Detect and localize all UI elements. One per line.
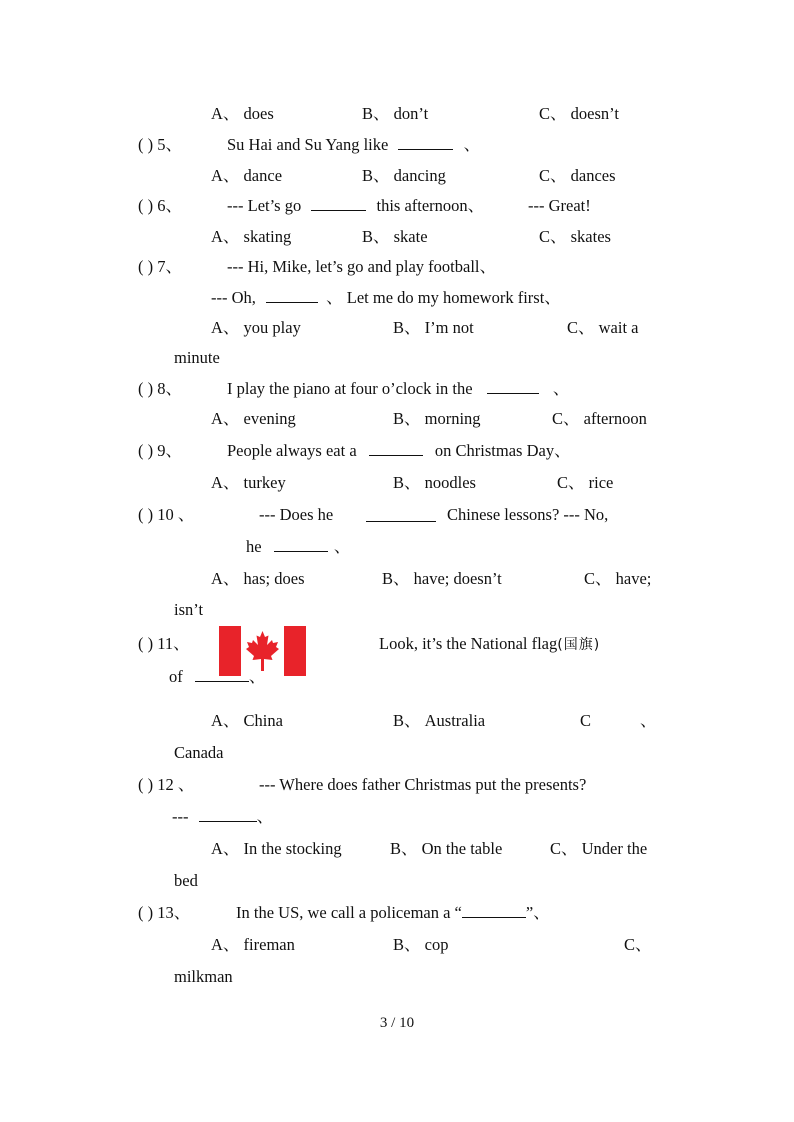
q5-option-a: A、 dance <box>211 166 283 185</box>
q13-option-c-wrap: milkman <box>174 967 233 986</box>
q6-number: ( ) 6、 <box>138 196 182 215</box>
q12-line2-text: --- <box>172 807 189 826</box>
q10-option-c-wrap: isn’t <box>174 600 204 619</box>
q5-tail: 、 <box>463 135 481 154</box>
q9-blank[interactable] <box>369 441 423 456</box>
q11-blank[interactable] <box>195 667 249 682</box>
q11-line2-tail: 、 <box>248 667 266 686</box>
q10-text-a: --- Does he <box>259 505 334 524</box>
q8-text: I play the piano at four o’clock in the <box>227 379 473 398</box>
q10-blank-1[interactable] <box>366 507 436 522</box>
q11-text-main: Look, it’s the National flag <box>379 634 558 653</box>
q13-text: In the US, we call a policeman a “ <box>236 903 462 922</box>
q13-question <box>236 903 550 923</box>
q10-line2 <box>246 537 350 557</box>
q7-line2 <box>211 288 561 308</box>
q11-chinese-note: (国旗) <box>557 637 601 653</box>
q9-option-c: C、 rice <box>557 473 614 492</box>
q9-text: People always eat a <box>227 441 357 460</box>
q13-tail: ”、 <box>525 903 550 922</box>
q6-reply: --- Great! <box>528 196 591 215</box>
q7-option-a: A、 you play <box>211 318 301 337</box>
flag-red-band-right <box>284 626 306 676</box>
q10-text-b: Chinese lessons? --- No, <box>447 505 609 524</box>
q12-text: --- Where does father Christmas put the presents? <box>259 775 587 794</box>
q11-option-b: B、 Australia <box>393 711 486 730</box>
q5-number: ( ) 5、 <box>138 135 182 154</box>
q8-blank[interactable] <box>487 379 539 394</box>
q11-line2-text: of <box>169 667 183 686</box>
q5-option-c: C、 dances <box>539 166 616 185</box>
q8-option-c: C、 afternoon <box>552 409 647 428</box>
q8-number: ( ) 8、 <box>138 379 182 398</box>
q11-line2 <box>169 667 265 687</box>
q7-text: --- Hi, Mike, let’s go and play football、 <box>227 257 496 276</box>
q9-number: ( ) 9、 <box>138 441 182 460</box>
q9-question <box>227 441 571 461</box>
q6-text-after: this afternoon、 <box>376 196 485 215</box>
q11-text <box>379 634 600 655</box>
q12-option-b: B、 On the table <box>390 839 503 858</box>
q6-option-b: B、 skate <box>362 227 428 246</box>
q6-question <box>227 196 484 216</box>
q12-option-a: A、 In the stocking <box>211 839 342 858</box>
q6-option-a: A、 skating <box>211 227 292 246</box>
q10-line2-tail: 、 <box>333 537 351 556</box>
q11-option-c-sep: 、 <box>640 711 657 730</box>
q5-option-b: B、 dancing <box>362 166 446 185</box>
q9-text-after: on Christmas Day、 <box>434 441 571 460</box>
q12-option-c: C、 Under the <box>550 839 648 858</box>
q13-option-c: C、 <box>624 935 652 954</box>
q12-number: ( ) 12 、 <box>138 775 195 794</box>
q7-line2-tail: 、 Let me do my homework first、 <box>326 288 561 307</box>
q13-option-b: B、 cop <box>393 935 449 954</box>
q13-blank[interactable] <box>462 903 526 918</box>
q6-blank[interactable] <box>311 196 366 211</box>
q10-line2-text: he <box>246 537 262 556</box>
q7-number: ( ) 7、 <box>138 257 182 276</box>
q6-option-c: C、 skates <box>539 227 611 246</box>
q10-option-c: C、 have; <box>584 569 652 588</box>
q10-blank-2[interactable] <box>274 537 328 552</box>
q5-question <box>227 135 480 155</box>
q13-number: ( ) 13、 <box>138 903 191 922</box>
q13-option-a: A、 fireman <box>211 935 295 954</box>
q8-question <box>227 379 569 399</box>
q9-option-b: B、 noodles <box>393 473 476 492</box>
q11-option-c: C <box>580 711 592 730</box>
q10-number: ( ) 10 、 <box>138 505 195 524</box>
q7-line2-text: --- Oh, <box>211 288 256 307</box>
q6-text: --- Let’s go <box>227 196 302 215</box>
q8-tail: 、 <box>552 379 570 398</box>
q5-blank[interactable] <box>398 135 453 150</box>
q4-option-a: A、 does <box>211 104 274 123</box>
q10-option-b: B、 have; doesn’t <box>382 569 502 588</box>
q12-option-c-wrap: bed <box>174 871 198 890</box>
q7-option-c: C、 wait a <box>567 318 639 337</box>
q11-number: ( ) 11、 <box>138 634 190 653</box>
q4-option-b: B、 don’t <box>362 104 429 123</box>
q4-option-c: C、 doesn’t <box>539 104 619 123</box>
q8-option-b: B、 morning <box>393 409 481 428</box>
q12-blank[interactable] <box>199 807 257 822</box>
q8-option-a: A、 evening <box>211 409 296 428</box>
q10-option-a: A、 has; does <box>211 569 305 588</box>
q12-line2 <box>172 807 273 827</box>
q11-option-c-wrap: Canada <box>174 743 224 762</box>
q7-option-b: B、 I’m not <box>393 318 474 337</box>
q7-option-c-wrap: minute <box>174 348 220 367</box>
q7-blank[interactable] <box>266 288 318 303</box>
q11-option-a: A、 China <box>211 711 283 730</box>
q5-text: Su Hai and Su Yang like <box>227 135 389 154</box>
page-number: 3 / 10 <box>379 1015 415 1031</box>
q9-option-a: A、 turkey <box>211 473 286 492</box>
q12-line2-tail: 、 <box>256 807 274 826</box>
